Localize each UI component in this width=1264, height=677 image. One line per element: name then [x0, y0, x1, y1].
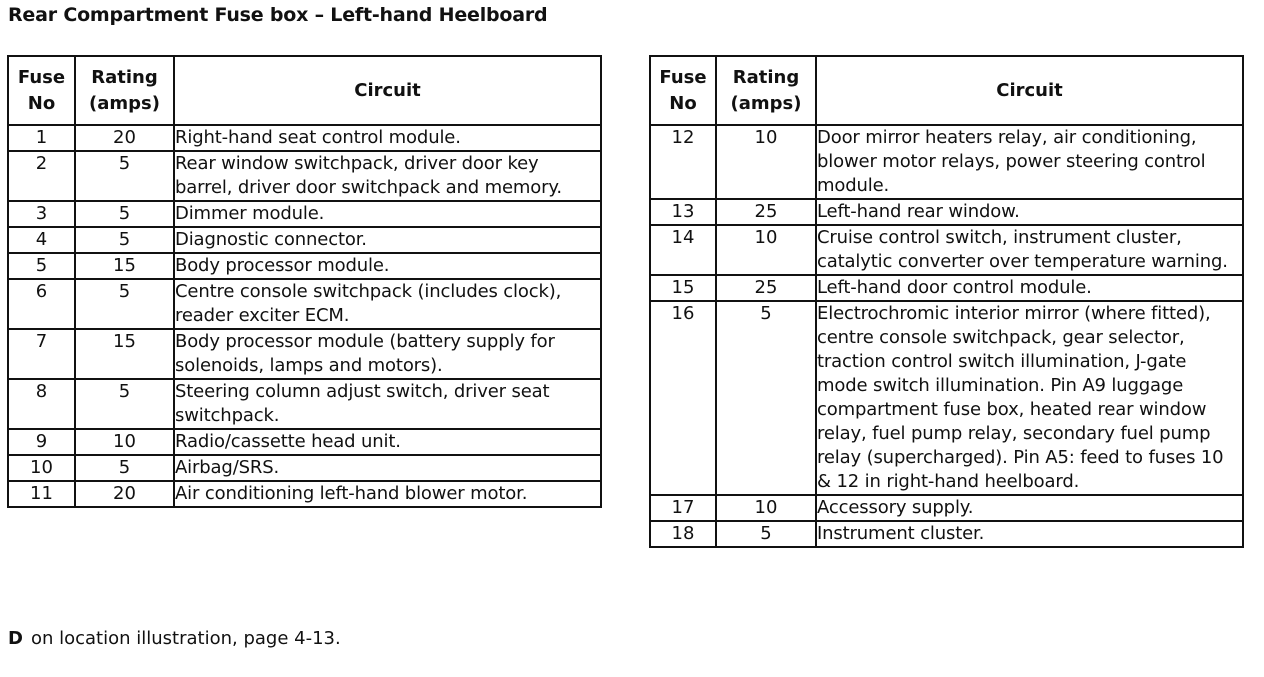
circuit-cell: Air conditioning left-hand blower motor.	[174, 481, 601, 507]
table-row	[650, 225, 1243, 275]
rating-cell: 10	[75, 429, 174, 455]
circuit-cell: Cruise control switch, instrument cluster, catalytic converter over temperature warning.	[816, 225, 1243, 275]
table-row	[8, 379, 601, 429]
rating-cell: 5	[75, 455, 174, 481]
table-row	[8, 125, 601, 151]
circuit-cell: Body processor module.	[174, 253, 601, 279]
table-row	[8, 279, 601, 329]
rating-cell: 10	[716, 495, 816, 521]
circuit-cell: Rear window switchpack, driver door key barrel, driver door switchpack and memory.	[174, 151, 601, 201]
table-row	[8, 455, 601, 481]
fuse-table-left	[7, 55, 602, 508]
circuit-cell: Body processor module (battery supply for solenoids, lamps and motors).	[174, 329, 601, 379]
table-row	[650, 275, 1243, 301]
rating-cell: 15	[75, 329, 174, 379]
table-row	[650, 495, 1243, 521]
circuit-cell: Centre console switchpack (includes clock), reader exciter ECM.	[174, 279, 601, 329]
fuse-number-cell: 6	[8, 279, 75, 329]
rating-cell: 20	[75, 481, 174, 507]
header-circuit-label: Circuit	[996, 79, 1063, 101]
fuse-number-cell: 7	[8, 329, 75, 379]
rating-cell: 5	[75, 279, 174, 329]
circuit-cell: Steering column adjust switch, driver seat switchpack.	[174, 379, 601, 429]
circuit-cell: Instrument cluster.	[816, 521, 1243, 547]
header-fuse-no-label: Fuse No	[17, 66, 66, 114]
table-row	[8, 329, 601, 379]
rating-cell: 5	[75, 151, 174, 201]
rating-cell: 10	[716, 125, 816, 199]
header-fuse-no	[650, 56, 716, 125]
table-row	[650, 199, 1243, 225]
fuse-number-cell: 17	[650, 495, 716, 521]
table-row	[8, 201, 601, 227]
location-note-text: on location illustration, page 4-13.	[30, 628, 341, 649]
fuse-number-cell: 9	[8, 429, 75, 455]
circuit-cell: Airbag/SRS.	[174, 455, 601, 481]
rating-cell: 5	[716, 301, 816, 495]
rating-cell: 5	[75, 227, 174, 253]
rating-cell: 15	[75, 253, 174, 279]
rating-cell: 25	[716, 275, 816, 301]
header-circuit-label: Circuit	[354, 79, 421, 101]
fuse-table-right	[649, 55, 1244, 548]
rating-cell: 5	[716, 521, 816, 547]
circuit-cell: Radio/cassette head unit.	[174, 429, 601, 455]
table-header-row	[650, 56, 1243, 125]
rating-cell: 20	[75, 125, 174, 151]
fuse-table-left-body	[8, 125, 601, 507]
header-fuse-no-label: Fuse No	[659, 66, 707, 114]
table-row	[650, 521, 1243, 547]
location-note-letter: D	[8, 628, 23, 649]
fuse-number-cell: 1	[8, 125, 75, 151]
fuse-number-cell: 4	[8, 227, 75, 253]
fuse-number-cell: 18	[650, 521, 716, 547]
table-row	[8, 429, 601, 455]
fuse-number-cell: 2	[8, 151, 75, 201]
table-row	[8, 253, 601, 279]
circuit-cell: Electrochromic interior mirror (where fitted), centre console switchpack, gear selector, traction control switch illumination, J-gate mode switch illumination. Pin A9 luggage compartment fuse box, heated rear window relay, fuel pump relay, secondary fuel pump relay (supercharged). Pin A5: feed to fuses 10 & 12 in right-hand heelboard.	[816, 301, 1243, 495]
table-row	[8, 481, 601, 507]
fuse-number-cell: 13	[650, 199, 716, 225]
fuse-number-cell: 10	[8, 455, 75, 481]
rating-cell: 10	[716, 225, 816, 275]
rating-cell: 25	[716, 199, 816, 225]
fuse-number-cell: 3	[8, 201, 75, 227]
header-circuit	[174, 56, 601, 125]
circuit-cell: Right-hand seat control module.	[174, 125, 601, 151]
table-row	[650, 125, 1243, 199]
fuse-number-cell: 8	[8, 379, 75, 429]
table-row	[8, 151, 601, 201]
circuit-cell: Diagnostic connector.	[174, 227, 601, 253]
fuse-number-cell: 14	[650, 225, 716, 275]
fuse-number-cell: 11	[8, 481, 75, 507]
fuse-number-cell: 16	[650, 301, 716, 495]
fuse-number-cell: 12	[650, 125, 716, 199]
table-header-row	[8, 56, 601, 125]
fuse-table-right-body	[650, 125, 1243, 547]
page-title: Rear Compartment Fuse box – Left-hand Heelboard	[8, 4, 548, 26]
header-rating	[75, 56, 174, 125]
header-fuse-no	[8, 56, 75, 125]
circuit-cell: Door mirror heaters relay, air conditioning, blower motor relays, power steering control module.	[816, 125, 1243, 199]
header-rating-label: Rating (amps)	[730, 66, 802, 114]
rating-cell: 5	[75, 379, 174, 429]
circuit-cell: Left-hand rear window.	[816, 199, 1243, 225]
circuit-cell: Dimmer module.	[174, 201, 601, 227]
table-row	[650, 301, 1243, 495]
header-rating	[716, 56, 816, 125]
location-note	[8, 628, 341, 649]
table-row	[8, 227, 601, 253]
fuse-number-cell: 5	[8, 253, 75, 279]
circuit-cell: Left-hand door control module.	[816, 275, 1243, 301]
header-rating-label: Rating (amps)	[89, 66, 160, 114]
header-circuit	[816, 56, 1243, 125]
circuit-cell: Accessory supply.	[816, 495, 1243, 521]
fuse-number-cell: 15	[650, 275, 716, 301]
rating-cell: 5	[75, 201, 174, 227]
